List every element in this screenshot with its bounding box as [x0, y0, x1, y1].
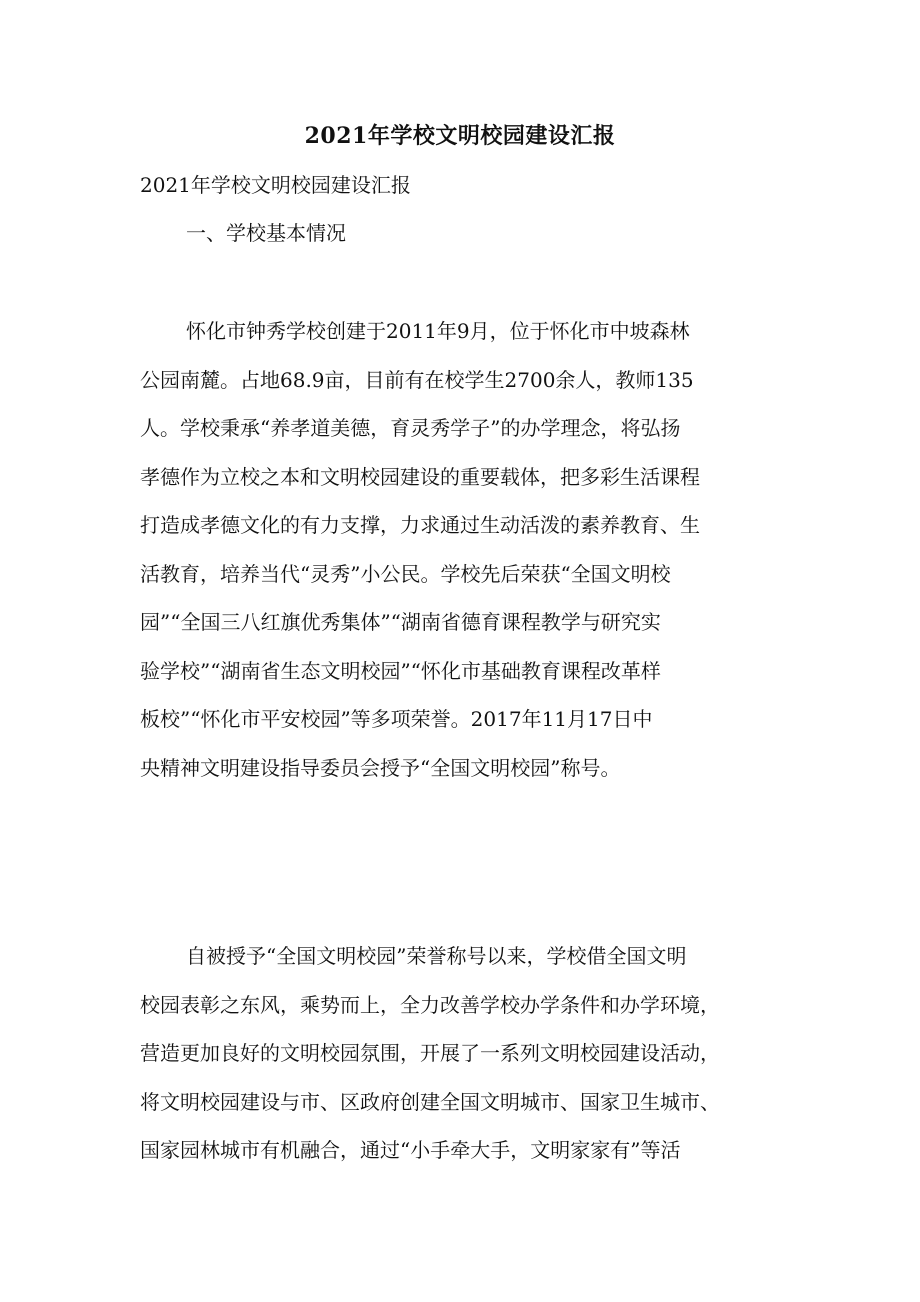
paragraph-line: 怀化市钟秀学校创建于2011年9月，位于怀化市中坡森林: [186, 319, 690, 343]
paragraph-line: 公园南麓。占地68.9亩，目前有在校学生2700余人，教师135: [140, 367, 694, 392]
paragraph-campus-activities: [140, 932, 780, 1175]
paragraph-line: 校园表彰之东风，乘势而上，全力改善学校办学条件和办学环境，: [140, 992, 720, 1017]
paragraph-school-overview: [140, 307, 780, 792]
paragraph-line: 央精神文明建设指导委员会授予“全国文明校园”称号。: [140, 755, 621, 780]
paragraph-line: 将文明校园建设与市、区政府创建全国文明城市、国家卫生城市、: [140, 1089, 720, 1114]
paragraph-line: 营造更加良好的文明校园氛围，开展了一系列文明校园建设活动，: [140, 1041, 720, 1065]
document-subtitle: 2021年学校文明校园建设汇报: [140, 173, 411, 197]
paragraph-line: 验学校”“湖南省生态文明校园”“怀化市基础教育课程改革样: [140, 658, 661, 683]
paragraph-line: 孝德作为立校之本和文明校园建设的重要载体，把多彩生活课程: [140, 464, 700, 489]
paragraph-line: 板校”“怀化市平安校园”等多项荣誉。2017年11月17日中: [140, 707, 653, 731]
section-heading: 一、学校基本情况: [186, 221, 346, 245]
paragraph-line: 国家园林城市有机融合，通过“小手牵大手，文明家家有”等活: [140, 1138, 681, 1162]
paragraph-line: 人。学校秉承“养孝道美德，育灵秀学子”的办学理念，将弘扬: [140, 416, 681, 440]
paragraph-line: 活教育，培养当代“灵秀”小公民。学校先后荣获“全国文明校: [140, 561, 671, 586]
paragraph-line: 打造成孝德文化的有力支撑，力求通过生动活泼的素养教育、生: [140, 513, 700, 537]
document-title: 2021年学校文明校园建设汇报: [304, 123, 616, 149]
paragraph-line: 园”“全国三八红旗优秀集体”“湖南省德育课程教学与研究实: [140, 610, 661, 634]
paragraph-line: 自被授予“全国文明校园”荣誉称号以来，学校借全国文明: [186, 944, 687, 968]
